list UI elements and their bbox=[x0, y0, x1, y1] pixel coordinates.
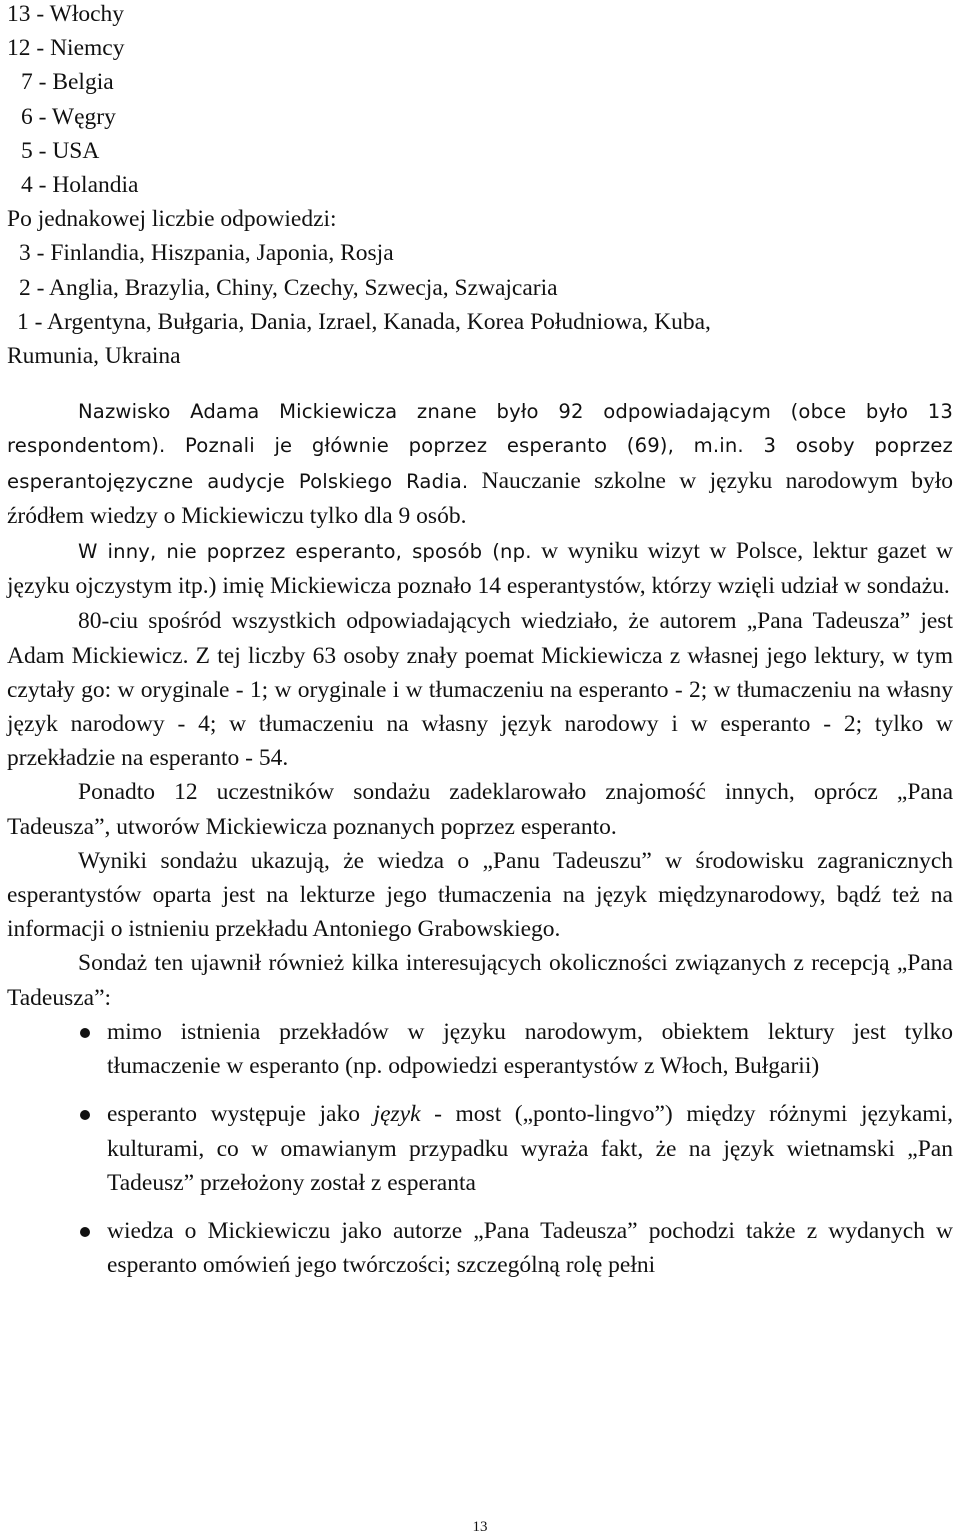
page-number: 13 bbox=[472, 1519, 488, 1535]
ranking-line: 4 - Holandia bbox=[21, 172, 139, 199]
list-item bbox=[7, 1097, 953, 1200]
equal-count-heading: Po jednakowej liczbie odpowiedzi: bbox=[7, 206, 337, 233]
list-item bbox=[7, 1015, 953, 1083]
list-item-text: esperanto występuje jako bbox=[107, 1101, 374, 1128]
paragraph-text: w wyniku wizyt w Polsce, lektur gazet w języku ojczystym itp.) imię Mickiewicza poznało 14 esperantystów, którzy wzięli udział w sondażu. bbox=[7, 538, 953, 600]
paragraph-text: Z tej liczby 63 osoby znały poemat Mickiewicza z własnej jego lektury, w tym czytały go: w oryginale - 1; w oryginale i w tłumaczeniu na esperanto - 2; w tłumaczeniu na własny język narodowy - 4; w tłumaczeniu na własny język narodowy i w esperanto - 2; tylko w przekładzie na esperanto - 54. bbox=[7, 642, 953, 772]
ranking-line: 12 - Niemcy bbox=[7, 35, 125, 62]
paragraph-mickiewicz-awareness bbox=[7, 395, 953, 534]
paragraph-text: 80-ciu spośród wszystkich odpowiadających wiedziało, że autorem „Pana Tadeusza” jest Adam Mickiewicz. bbox=[7, 608, 953, 669]
paragraph-reception-intro: Sondaż ten ujawnił również kilka interesujących okoliczności związanych z recepcją „Pana Tadeusza”: bbox=[7, 950, 953, 1011]
list-item-text: mimo istnienia przekładów w języku narodowym, obiektem lektury jest tylko tłumaczenie w esperanto (np. odpowiedzi esperantystów z Włoch, Bułgarii) bbox=[107, 1018, 953, 1080]
paragraph-other-sources bbox=[7, 534, 953, 604]
country-ranking-list bbox=[7, 0, 953, 373]
ranking-line: 3 - Finlandia, Hiszpania, Japonia, Rosja bbox=[19, 240, 394, 267]
paragraph-text: Nazwisko Adama Mickiewicza znane było 92 odpowiadającym (obce było 13 respondentom). Poznali je głównie poprzez esperanto (69), m.in. 3 osoby poprzez esperantojęzyczne audycje Polskiego Radia. bbox=[7, 400, 953, 493]
document-page bbox=[7, 0, 953, 1282]
ranking-line: 1 - Argentyna, Bułgaria, Dania, Izrael, Kanada, Korea Południowa, Kuba, bbox=[17, 308, 711, 335]
ranking-line: 2 - Anglia, Brazylia, Chiny, Czechy, Szwecja, Szwajcaria bbox=[19, 274, 558, 301]
reception-bullet-list bbox=[7, 1015, 953, 1282]
ranking-line: 7 - Belgia bbox=[21, 69, 114, 96]
ranking-line: 13 - Włochy bbox=[7, 1, 125, 27]
paragraph-text: Nauczanie szkolne w języku narodowym było źródłem wiedzy o Mickiewiczu tylko dla 9 osób. bbox=[7, 467, 953, 529]
ranking-line-continued: Rumunia, Ukraina bbox=[7, 343, 181, 370]
paragraph-survey-results: Wyniki sondażu ukazują, że wiedza o „Panu Tadeuszu” w środowisku zagranicznych esperantystów oparta jest na lekturze jego tłumaczenia na język międzynarodowy, bądź też na informacji o istnieniu przekładu Antoniego Grabowskiego. bbox=[7, 847, 953, 943]
list-item-text: wiedza o Mickiewiczu jako autorze „Pana Tadeusza” pochodzi także z wydanych w esperanto omówień jego twórczości; szczególną rolę pełni bbox=[107, 1217, 953, 1279]
ranking-line: 5 - USA bbox=[21, 137, 100, 164]
paragraph-text: W inny, nie poprzez esperanto, sposób (np. bbox=[78, 540, 532, 564]
bullet-icon bbox=[80, 1227, 90, 1237]
list-item-emphasis: język bbox=[373, 1101, 421, 1128]
paragraph-pan-tadeusz-authorship bbox=[7, 604, 953, 775]
list-item-text: - most („ponto-lingvo”) między różnymi językami, kulturami, co w omawianym przypadku wyraża fakt, że na język wietnamski „Pan Tadeusz” przełożony został z esperanta bbox=[107, 1101, 953, 1196]
bullet-icon bbox=[80, 1028, 90, 1038]
ranking-line: 6 - Węgry bbox=[21, 103, 116, 130]
bullet-icon bbox=[80, 1110, 90, 1120]
paragraph-other-works: Ponadto 12 uczestników sondażu zadeklarowało znajomość innych, oprócz „Pana Tadeusza”, utworów Mickiewicza poznanych poprzez esperanto. bbox=[7, 779, 953, 840]
list-item bbox=[7, 1214, 953, 1282]
